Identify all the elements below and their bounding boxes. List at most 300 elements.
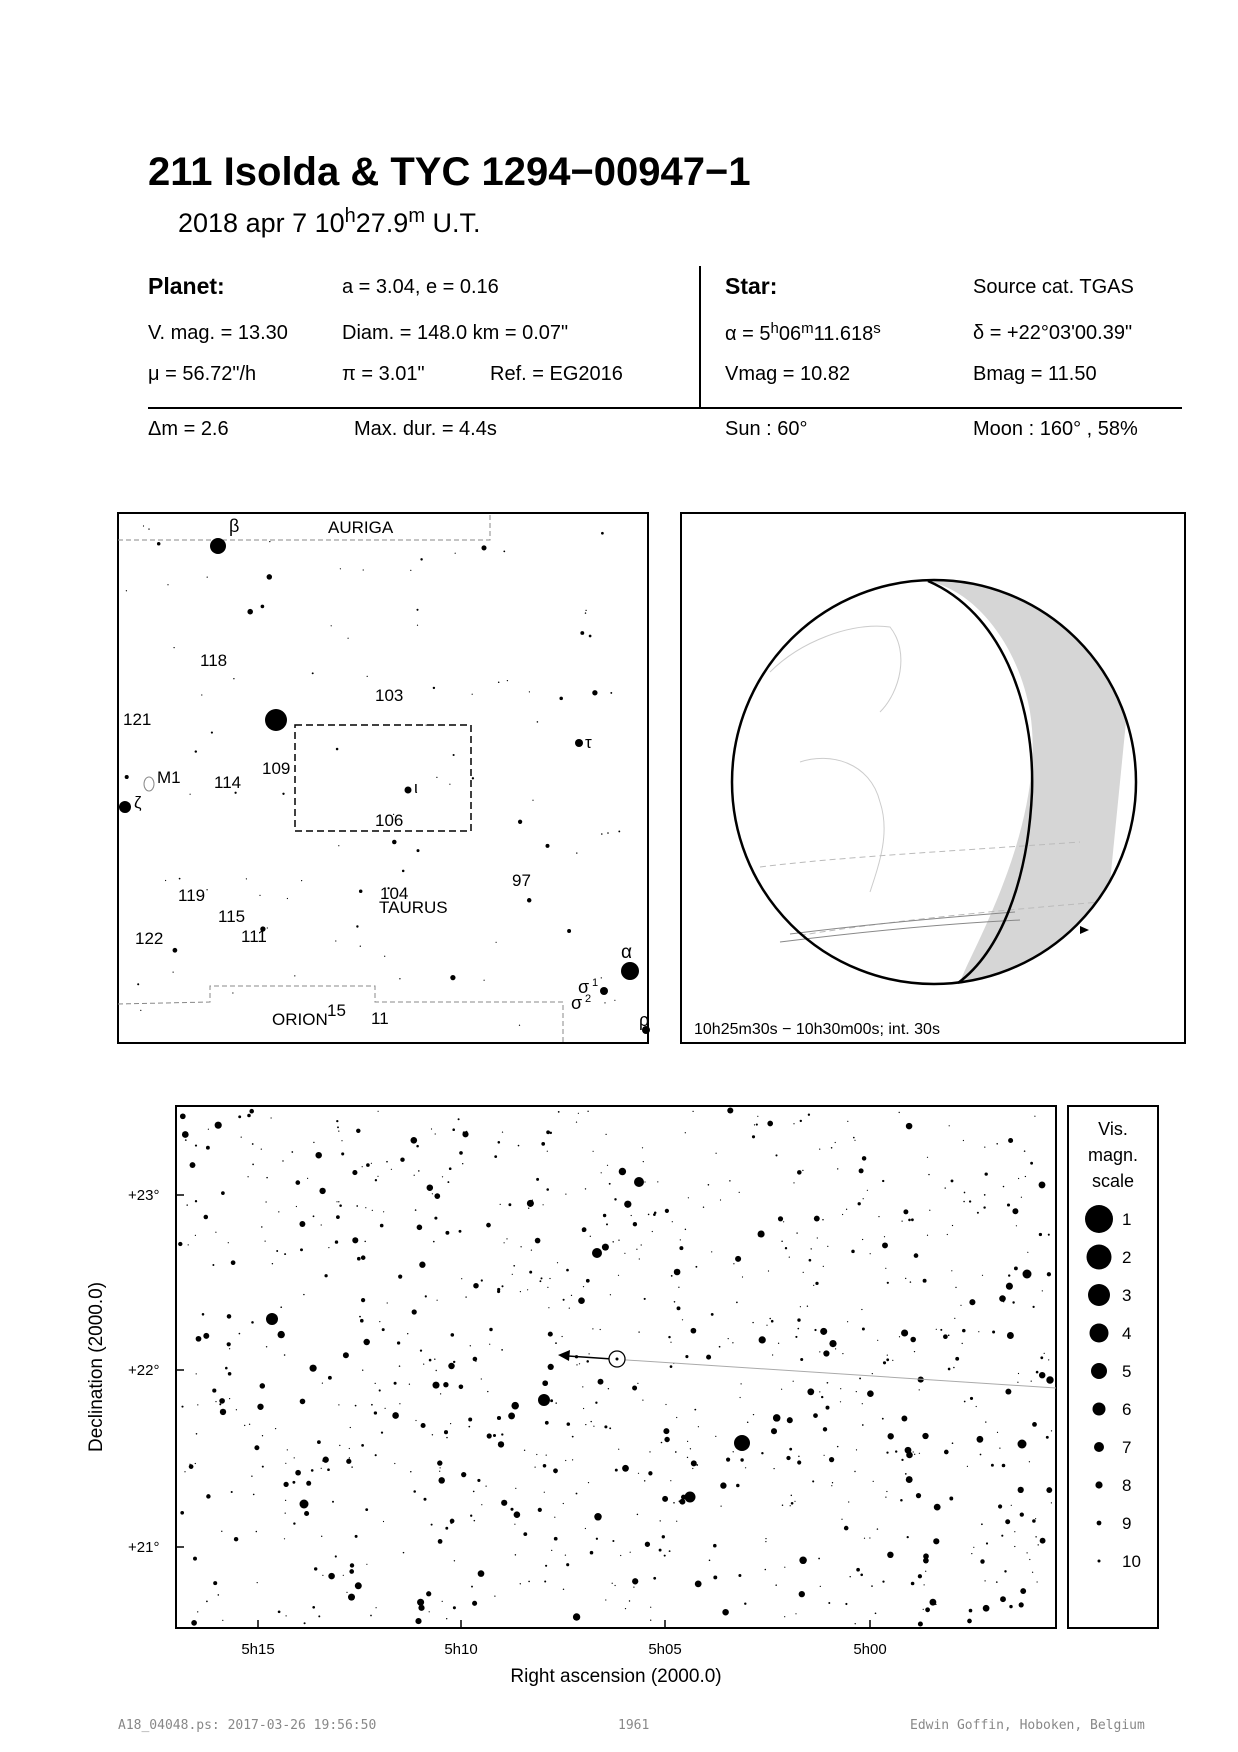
background-star bbox=[335, 1240, 338, 1243]
background-star bbox=[772, 1354, 773, 1355]
background-star bbox=[1014, 1546, 1015, 1547]
background-star bbox=[546, 1188, 549, 1191]
background-star bbox=[823, 1266, 824, 1267]
background-star bbox=[431, 1524, 433, 1526]
background-star bbox=[673, 1502, 675, 1504]
background-star bbox=[544, 1580, 546, 1582]
ra-tick-5h15: 5h15 bbox=[241, 1641, 275, 1658]
background-star bbox=[148, 528, 149, 529]
background-star bbox=[675, 1451, 677, 1453]
background-star bbox=[313, 1215, 315, 1217]
background-star bbox=[820, 1328, 827, 1335]
background-star bbox=[304, 1511, 309, 1516]
background-star bbox=[319, 1188, 325, 1194]
background-star bbox=[901, 1459, 903, 1461]
background-star bbox=[603, 1214, 606, 1217]
background-star bbox=[977, 1436, 984, 1443]
background-star bbox=[657, 1181, 658, 1182]
background-star bbox=[1007, 1203, 1010, 1206]
background-star bbox=[976, 1406, 977, 1407]
background-star bbox=[336, 748, 339, 751]
background-star bbox=[453, 754, 455, 756]
background-star bbox=[445, 1527, 448, 1530]
star-right-ascension: $\alpha = 5^h06^m11.618^s$ bbox=[725, 320, 881, 345]
background-star bbox=[295, 1470, 301, 1476]
background-star bbox=[706, 1355, 711, 1360]
background-star bbox=[551, 1550, 552, 1551]
background-star bbox=[377, 1176, 378, 1177]
background-star bbox=[781, 1389, 782, 1390]
background-star bbox=[596, 1538, 598, 1540]
background-star bbox=[180, 1113, 186, 1119]
planet-reference: Ref. = EG2016 bbox=[490, 363, 623, 385]
background-star bbox=[886, 1491, 887, 1492]
background-star bbox=[301, 880, 302, 881]
background-star bbox=[674, 1269, 681, 1276]
background-star bbox=[642, 1400, 643, 1401]
background-star bbox=[1048, 1359, 1049, 1360]
background-star bbox=[886, 1358, 889, 1361]
background-star bbox=[371, 1404, 373, 1406]
background-star bbox=[695, 1581, 702, 1588]
background-star bbox=[188, 1244, 189, 1245]
background-star bbox=[914, 1253, 919, 1258]
background-star bbox=[173, 972, 174, 973]
background-star bbox=[310, 1365, 317, 1372]
background-star bbox=[190, 794, 191, 795]
background-star bbox=[221, 1191, 225, 1195]
background-star bbox=[644, 1480, 645, 1481]
background-star bbox=[247, 1176, 248, 1177]
background-star bbox=[352, 1237, 358, 1243]
background-star bbox=[363, 569, 364, 570]
background-star bbox=[633, 1586, 634, 1587]
background-star bbox=[799, 1557, 806, 1564]
background-star bbox=[609, 1183, 611, 1185]
background-star bbox=[819, 1148, 820, 1149]
background-star bbox=[497, 1416, 501, 1420]
background-star bbox=[605, 1134, 606, 1135]
background-star bbox=[259, 895, 260, 896]
background-star bbox=[558, 1111, 560, 1113]
background-star bbox=[588, 1482, 589, 1483]
background-star bbox=[261, 1226, 262, 1227]
background-star bbox=[384, 956, 385, 957]
background-star bbox=[864, 1538, 865, 1539]
background-star bbox=[952, 1442, 954, 1444]
background-star bbox=[947, 1234, 948, 1235]
background-star bbox=[967, 1466, 968, 1467]
background-star bbox=[615, 1469, 618, 1472]
background-star bbox=[356, 925, 358, 927]
background-star bbox=[536, 1454, 537, 1455]
background-star bbox=[856, 1449, 857, 1450]
background-star bbox=[862, 1424, 864, 1426]
background-star bbox=[740, 1383, 741, 1384]
background-star bbox=[808, 1114, 810, 1116]
label-104: 104 bbox=[380, 884, 409, 903]
background-star bbox=[1027, 1252, 1028, 1253]
background-star bbox=[565, 1460, 566, 1461]
background-star bbox=[318, 1615, 320, 1617]
table-divider-vertical bbox=[699, 266, 701, 408]
background-star bbox=[228, 1242, 229, 1243]
background-star bbox=[432, 1193, 433, 1194]
max-duration: Max. dur. = 4.4s bbox=[354, 418, 497, 440]
background-star bbox=[478, 1570, 485, 1577]
background-star bbox=[360, 946, 361, 947]
background-star bbox=[752, 1135, 755, 1138]
background-star bbox=[554, 1537, 558, 1541]
background-star bbox=[963, 1140, 964, 1141]
background-star bbox=[386, 1161, 388, 1163]
background-star bbox=[567, 1422, 571, 1426]
background-star bbox=[219, 1398, 225, 1404]
background-star bbox=[427, 1184, 434, 1191]
background-star bbox=[983, 1206, 985, 1208]
background-star bbox=[360, 1319, 364, 1323]
background-star bbox=[399, 1403, 400, 1404]
label-alpha: α bbox=[621, 942, 632, 963]
background-star bbox=[952, 1225, 953, 1226]
planet-heading: Planet: bbox=[148, 273, 225, 299]
background-star bbox=[382, 1328, 385, 1331]
background-star bbox=[266, 1177, 268, 1179]
background-star bbox=[455, 553, 456, 554]
background-star bbox=[951, 1270, 952, 1271]
background-star bbox=[379, 1389, 381, 1391]
background-star bbox=[508, 1412, 515, 1419]
background-star bbox=[167, 584, 168, 585]
background-star bbox=[520, 1583, 521, 1584]
background-star bbox=[399, 978, 400, 979]
background-star bbox=[272, 1263, 273, 1264]
background-star bbox=[432, 1434, 433, 1435]
background-star bbox=[778, 1216, 783, 1221]
background-star bbox=[215, 1232, 216, 1233]
moon-info: Moon : 160° , 58% bbox=[973, 418, 1138, 440]
background-star bbox=[527, 1200, 534, 1207]
background-star bbox=[278, 1211, 279, 1212]
background-star bbox=[1006, 1391, 1008, 1393]
background-star bbox=[206, 889, 207, 890]
background-star bbox=[638, 1331, 639, 1332]
background-star bbox=[935, 1604, 936, 1605]
scale-dot-mag-8 bbox=[1095, 1481, 1102, 1488]
background-star bbox=[661, 1442, 663, 1444]
scale-label-mag-5: 5 bbox=[1122, 1362, 1132, 1381]
background-star bbox=[282, 1160, 283, 1161]
background-star bbox=[1039, 1233, 1042, 1236]
background-star bbox=[359, 1316, 361, 1318]
background-star bbox=[468, 1418, 472, 1422]
background-star bbox=[400, 1157, 404, 1161]
background-star bbox=[841, 1519, 842, 1520]
label-zeta: ζ bbox=[134, 793, 142, 812]
background-star bbox=[1019, 1602, 1024, 1607]
label-sigma1: σ bbox=[578, 977, 590, 997]
background-star bbox=[622, 1465, 629, 1472]
background-star bbox=[585, 610, 586, 611]
background-star bbox=[567, 929, 571, 933]
star-source-catalog: Source cat. TGAS bbox=[973, 276, 1134, 298]
background-star bbox=[672, 1221, 673, 1222]
background-star bbox=[346, 1459, 351, 1464]
background-star bbox=[283, 1482, 288, 1487]
background-star bbox=[1038, 1544, 1039, 1545]
background-star bbox=[206, 1601, 208, 1603]
background-star bbox=[637, 1514, 639, 1516]
background-star bbox=[1018, 1487, 1024, 1493]
background-star bbox=[252, 1143, 254, 1145]
background-star bbox=[771, 1428, 777, 1434]
background-star bbox=[844, 1526, 849, 1531]
background-star bbox=[949, 1125, 950, 1126]
background-star bbox=[528, 1208, 529, 1209]
background-star bbox=[397, 1341, 400, 1344]
background-star bbox=[1003, 1301, 1004, 1302]
background-star bbox=[487, 1391, 488, 1392]
background-star bbox=[648, 1214, 650, 1216]
background-star bbox=[678, 1287, 679, 1288]
background-star bbox=[201, 694, 202, 695]
background-star bbox=[287, 1449, 288, 1450]
background-star bbox=[991, 1464, 994, 1467]
background-star bbox=[629, 1600, 630, 1601]
background-star bbox=[887, 1282, 889, 1284]
background-star bbox=[494, 1595, 495, 1596]
background-star bbox=[787, 1417, 793, 1423]
background-star bbox=[385, 1408, 386, 1409]
background-star bbox=[709, 1560, 711, 1562]
background-star bbox=[948, 1335, 950, 1337]
background-star bbox=[189, 1464, 194, 1469]
background-star bbox=[612, 1540, 614, 1542]
background-star bbox=[761, 1452, 763, 1454]
background-star bbox=[1014, 1266, 1018, 1270]
background-star bbox=[969, 1299, 975, 1305]
background-star bbox=[473, 1283, 479, 1289]
background-star bbox=[1020, 1512, 1024, 1516]
background-star bbox=[799, 1591, 805, 1597]
background-star bbox=[566, 1269, 569, 1272]
background-star bbox=[800, 1120, 802, 1122]
background-star bbox=[557, 1262, 558, 1263]
background-star bbox=[442, 1601, 443, 1602]
background-star bbox=[379, 1321, 380, 1322]
background-star bbox=[650, 1607, 651, 1608]
background-star bbox=[1032, 1306, 1034, 1308]
background-star bbox=[227, 1314, 232, 1319]
background-star bbox=[381, 1432, 383, 1434]
background-star bbox=[610, 692, 612, 694]
background-star bbox=[580, 631, 584, 635]
background-star bbox=[1031, 1380, 1032, 1381]
background-star bbox=[559, 697, 563, 701]
background-star bbox=[241, 1136, 242, 1137]
background-star bbox=[497, 1290, 500, 1293]
background-star bbox=[195, 750, 197, 752]
background-star bbox=[594, 1513, 602, 1521]
background-star bbox=[440, 1393, 441, 1394]
background-star bbox=[659, 1549, 662, 1552]
background-star bbox=[883, 1361, 886, 1364]
background-star bbox=[996, 1143, 998, 1145]
background-star bbox=[392, 840, 397, 845]
background-star bbox=[1001, 1535, 1003, 1537]
background-star bbox=[703, 1207, 704, 1208]
background-star bbox=[592, 1328, 593, 1329]
background-star bbox=[563, 1503, 564, 1504]
background-star bbox=[1014, 1531, 1015, 1532]
background-star bbox=[206, 1146, 210, 1150]
background-star bbox=[867, 1390, 874, 1397]
background-star bbox=[322, 1460, 324, 1462]
background-star bbox=[612, 1583, 613, 1584]
background-star bbox=[765, 1538, 766, 1539]
background-star bbox=[859, 1377, 861, 1379]
background-star bbox=[181, 1406, 183, 1408]
background-star bbox=[563, 1589, 564, 1590]
background-star bbox=[249, 1109, 254, 1114]
background-star bbox=[745, 1467, 746, 1468]
label-sigma1-index: 1 bbox=[592, 977, 599, 989]
background-star bbox=[856, 1391, 857, 1392]
background-star bbox=[927, 1235, 928, 1236]
background-star bbox=[916, 1493, 921, 1498]
background-star bbox=[601, 1172, 602, 1173]
background-star bbox=[911, 1218, 914, 1221]
background-star bbox=[802, 1170, 803, 1171]
x-axis-label: Right ascension (2000.0) bbox=[510, 1666, 722, 1687]
background-star bbox=[962, 1343, 963, 1344]
background-star bbox=[537, 721, 539, 723]
background-star bbox=[542, 1380, 548, 1386]
background-star bbox=[1005, 1519, 1010, 1524]
background-star bbox=[1037, 1581, 1038, 1582]
background-star bbox=[614, 1198, 616, 1200]
background-star bbox=[323, 1457, 329, 1463]
label-119: 119 bbox=[178, 886, 206, 905]
background-star bbox=[178, 1242, 182, 1246]
background-star bbox=[847, 1321, 848, 1322]
background-star bbox=[692, 1111, 693, 1112]
background-star bbox=[648, 1471, 652, 1475]
detail-star-chart bbox=[72, 1094, 1192, 1714]
background-star bbox=[203, 1333, 209, 1339]
background-star bbox=[366, 1564, 367, 1565]
scale-label-mag-10: 10 bbox=[1122, 1552, 1141, 1571]
background-star bbox=[862, 1403, 863, 1404]
background-star bbox=[789, 1448, 792, 1451]
background-star bbox=[632, 1578, 638, 1584]
background-star bbox=[349, 1569, 354, 1574]
background-star bbox=[1024, 1150, 1026, 1152]
background-star bbox=[797, 1460, 801, 1464]
background-star bbox=[823, 1427, 827, 1431]
background-star bbox=[713, 1544, 717, 1548]
background-star bbox=[618, 1275, 619, 1276]
background-star bbox=[618, 830, 620, 832]
background-star bbox=[753, 1414, 754, 1415]
background-star bbox=[960, 1305, 961, 1306]
background-star bbox=[642, 1147, 643, 1148]
background-star bbox=[758, 1235, 760, 1237]
planet-orbit: a = 3.04, e = 0.16 bbox=[342, 276, 499, 298]
background-star bbox=[951, 1179, 954, 1182]
background-star bbox=[1018, 1178, 1019, 1179]
background-star bbox=[775, 1584, 777, 1586]
background-star bbox=[610, 1294, 611, 1295]
background-star bbox=[328, 1573, 335, 1580]
background-star bbox=[765, 1569, 767, 1571]
background-star bbox=[576, 852, 577, 853]
background-star bbox=[299, 1221, 305, 1227]
background-star bbox=[300, 1399, 306, 1405]
background-star bbox=[1040, 1356, 1043, 1359]
background-star bbox=[357, 1257, 361, 1261]
background-star bbox=[417, 849, 420, 852]
dec-tick-21: +21° bbox=[128, 1539, 160, 1556]
background-star bbox=[239, 1333, 241, 1335]
background-star bbox=[503, 551, 505, 553]
background-star bbox=[555, 1472, 556, 1473]
background-star bbox=[685, 1229, 686, 1230]
background-star bbox=[407, 1333, 408, 1334]
background-star bbox=[213, 1581, 217, 1585]
background-star bbox=[793, 1381, 794, 1382]
background-star bbox=[348, 1594, 355, 1601]
background-star bbox=[652, 1231, 653, 1232]
background-star bbox=[195, 1235, 196, 1236]
background-star bbox=[814, 1216, 820, 1222]
background-star bbox=[251, 1475, 252, 1476]
background-star bbox=[668, 1336, 670, 1338]
scale-label-mag-3: 3 bbox=[1122, 1286, 1132, 1305]
background-star bbox=[196, 1433, 198, 1435]
background-star bbox=[1017, 1382, 1018, 1383]
background-star bbox=[1029, 1461, 1030, 1462]
background-star bbox=[969, 1200, 971, 1202]
background-star bbox=[848, 1501, 849, 1502]
background-star bbox=[227, 1342, 231, 1346]
background-star bbox=[851, 1250, 855, 1254]
background-star bbox=[293, 1522, 295, 1524]
background-star bbox=[677, 1306, 681, 1310]
background-star bbox=[429, 1611, 430, 1612]
background-star bbox=[786, 1456, 790, 1460]
background-star bbox=[614, 1000, 615, 1001]
background-star bbox=[900, 1499, 903, 1502]
background-star bbox=[636, 1249, 637, 1250]
background-star bbox=[953, 1367, 955, 1369]
planet-parallax: π = 3.01" bbox=[342, 363, 425, 385]
background-star bbox=[692, 1468, 693, 1469]
background-star bbox=[262, 1466, 264, 1468]
background-star bbox=[637, 1383, 638, 1384]
background-star bbox=[287, 898, 288, 899]
background-star bbox=[590, 1236, 591, 1237]
background-star bbox=[807, 1306, 808, 1307]
label-118: 118 bbox=[200, 651, 228, 670]
background-star bbox=[606, 1223, 608, 1225]
background-star bbox=[442, 1176, 443, 1177]
background-star bbox=[820, 1586, 821, 1587]
background-star bbox=[933, 1538, 939, 1544]
background-star bbox=[351, 1466, 352, 1467]
background-star bbox=[294, 975, 295, 976]
background-star bbox=[1012, 1301, 1014, 1303]
